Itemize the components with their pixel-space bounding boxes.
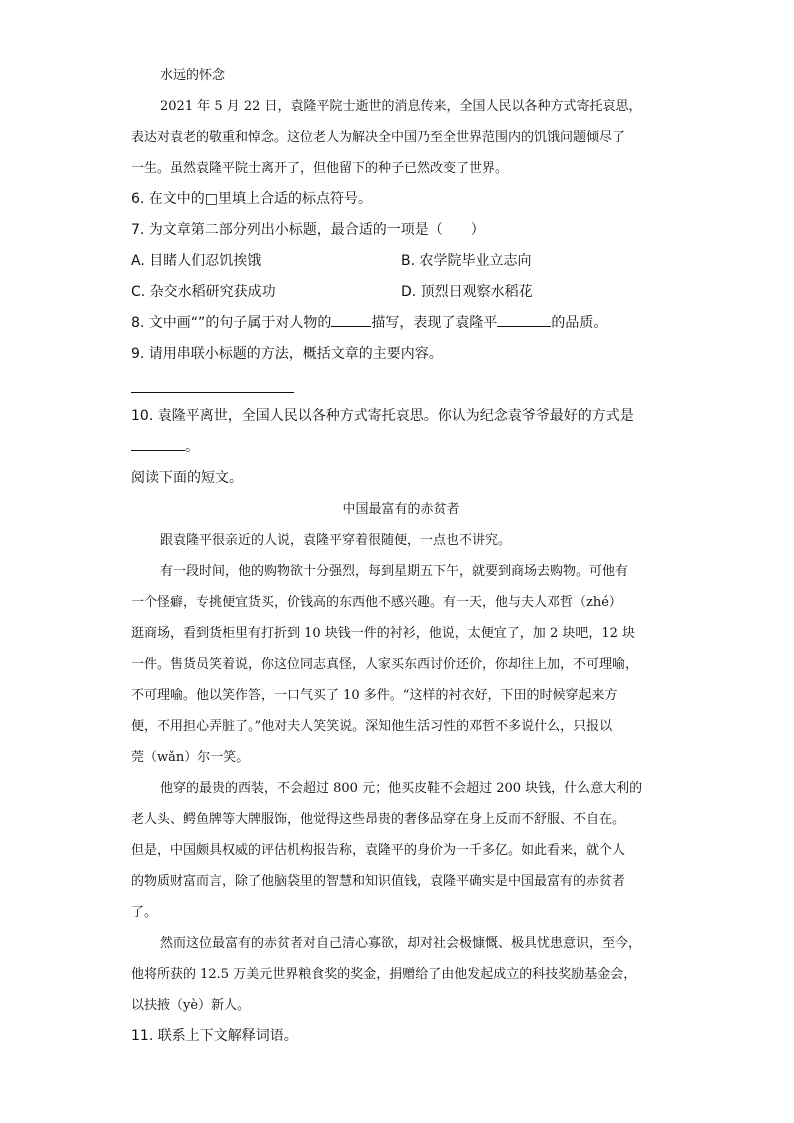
read-instruction: 阅读下面的短文。 bbox=[131, 470, 243, 486]
question-9-answer-line[interactable] bbox=[131, 370, 671, 401]
question-8-text-2: 描写，表现了袁隆平 bbox=[371, 315, 498, 331]
question-7-options-row-1 bbox=[131, 246, 671, 277]
option-a: A. 目睹人们忍饥挨饿 bbox=[131, 253, 262, 269]
passage2-p3-line-1: 他穿的最贵的西装，不会超过 800 元；他买皮鞋不会超过 200 块钱，什么意大利的 bbox=[160, 781, 643, 796]
option-b: B. 农学院毕业立志向 bbox=[401, 253, 532, 269]
passage2-p4-line-1: 然而这位最富有的赤贫者对自己清心寡欲，却对社会极慷慨、极具忧患意识，至今， bbox=[160, 936, 642, 951]
passage1-line-3: 一生。虽然袁隆平院士离开了，但他留下的种子已然改变了世界。 bbox=[131, 161, 509, 176]
passage2-p2-line-2: 一个怪癖，专挑便宜货买，价钱高的东西他不感兴趣。有一天，他与夫人邓哲（zhé） bbox=[131, 595, 622, 610]
passage2-p2-line-7: 莞（wǎn）尔一笑。 bbox=[131, 750, 250, 765]
answer-blank[interactable] bbox=[497, 312, 551, 327]
option-c: C. 杂交水稻研究获成功 bbox=[131, 284, 276, 300]
question-7: 7. 为文章第二部分列出小标题，最合适的一项是（ ） bbox=[131, 222, 485, 238]
question-9: 9. 请用串联小标题的方法，概括文章的主要内容。 bbox=[131, 346, 443, 362]
passage2-p3-line-2: 老人头、鳄鱼牌等大牌服饰，他觉得这些昂贵的奢侈品穿在身上反而不舒服、不自在。 bbox=[131, 812, 626, 827]
question-8 bbox=[131, 308, 671, 339]
passage2-paragraph-1: 跟袁隆平很亲近的人说，袁隆平穿着很随便，一点也不讲究。 bbox=[160, 533, 512, 548]
passage2-p2-line-3: 逛商场，看到货柜里有打折到 10 块钱一件的衬衫，他说，太便宜了，加 2 块吧，12 块 bbox=[131, 626, 636, 641]
passage2-p2-line-4: 一件。售货员笑着说，你这位同志真怪，人家买东西讨价还价，你却往上加，不可理喻， bbox=[131, 657, 639, 672]
question-8-text-3: 的品质。 bbox=[551, 315, 608, 331]
passage2-p2-line-1: 有一段时间，他的购物欲十分强烈，每到星期五下午，就要到商场去购物。可他有 bbox=[160, 564, 629, 579]
passage1-title: 水远的怀念 bbox=[160, 68, 226, 83]
passage2-p3-line-5: 了。 bbox=[131, 905, 158, 920]
answer-underline bbox=[131, 392, 294, 393]
passage2-p2-line-5: 不可理喻。他以笑作答，一口气买了 10 多件。“这样的衬衣好，下田的时候穿起来方 bbox=[131, 688, 618, 703]
passage2-p4-line-2: 他将所获的 12.5 万美元世界粮食奖的奖金，捐赠给了由他发起成立的科技奖励基金会， bbox=[131, 967, 637, 982]
question-11: 11. 联系上下文解释词语。 bbox=[131, 1028, 298, 1044]
document-content bbox=[131, 60, 671, 1052]
passage1-line-1: 2021 年 5 月 22 日，袁隆平院士逝世的消息传来，全国人民以各种方式寄托哀思， bbox=[160, 99, 642, 114]
question-6: 6. 在文中的□里填上合适的标点符号。 bbox=[131, 191, 373, 207]
passage2-p2-line-6: 便，不用担心弄脏了。”他对夫人笑笑说。深知他生活习性的邓哲不多说什么，只报以 bbox=[131, 719, 613, 734]
passage2-p3-line-4: 的物质财富而言，除了他脑袋里的智慧和知识值钱，袁隆平确实是中国最富有的赤贫者 bbox=[131, 874, 626, 889]
question-10-end: 。 bbox=[185, 439, 199, 455]
answer-blank[interactable] bbox=[131, 436, 185, 451]
passage2-p3-line-3: 但是，中国颇具权威的评估机构报告称，袁隆平的身价为一千多亿。如此看来，就个人 bbox=[131, 843, 626, 858]
question-10-answer bbox=[131, 432, 671, 463]
passage1-line-2: 表达对袁老的敬重和悼念。这位老人为解决全中国乃至全世界范围内的饥饿问题倾尽了 bbox=[131, 130, 626, 145]
answer-blank[interactable] bbox=[331, 312, 371, 327]
passage2-p4-line-3: 以扶掖（yè）新人。 bbox=[131, 998, 251, 1013]
option-d: D. 顶烈日观察水稻花 bbox=[401, 284, 533, 300]
passage2-title: 中国最富有的赤贫者 bbox=[342, 502, 460, 517]
question-7-options-row-2 bbox=[131, 277, 671, 308]
question-10: 10. 袁隆平离世，全国人民以各种方式寄托哀思。你认为纪念袁爷爷最好的方式是 bbox=[131, 408, 634, 424]
question-8-text-1: 8. 文中画“”的句子属于对人物的 bbox=[131, 315, 332, 331]
